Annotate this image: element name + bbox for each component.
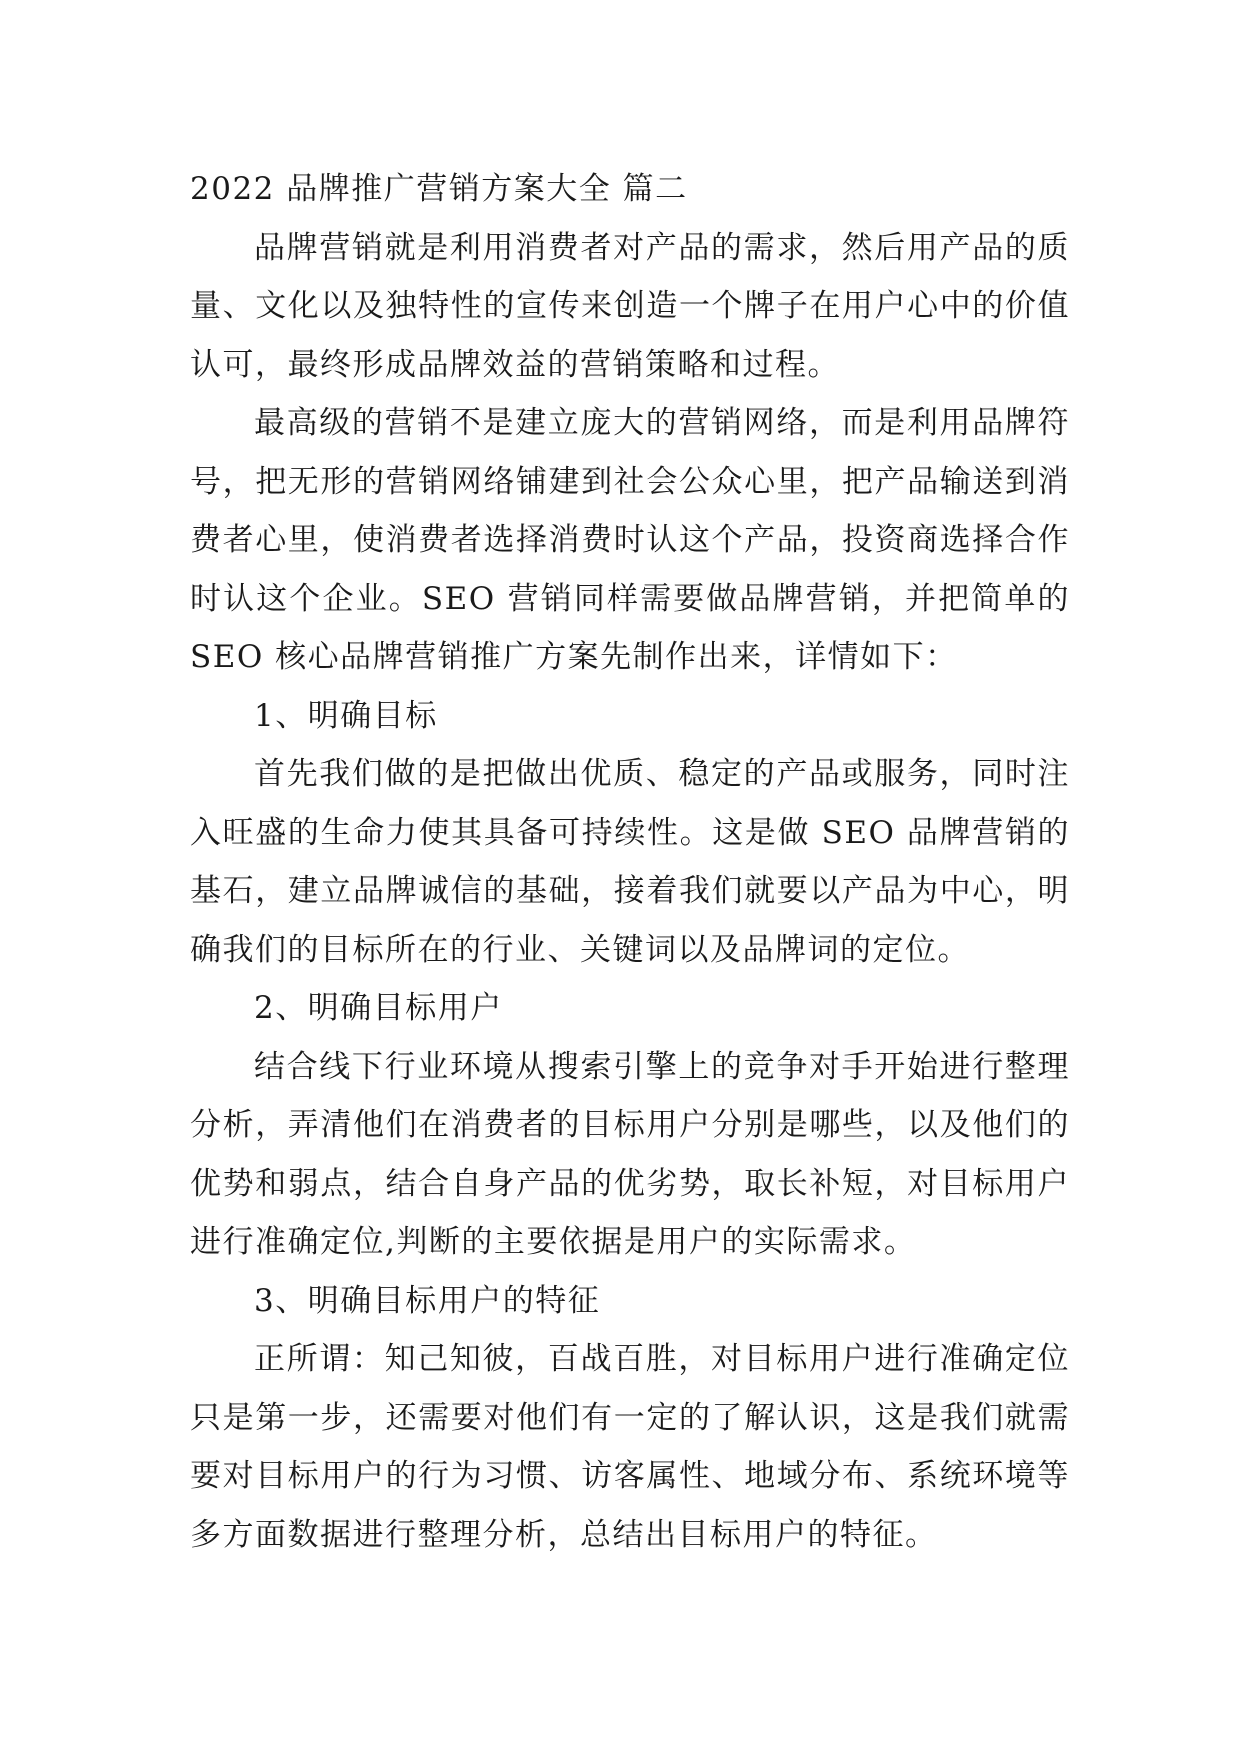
section-heading-user-features: 3、明确目标用户的特征 [254, 1282, 601, 1319]
paragraph-clear-goal: 首先我们做的是把做出优质、稳定的产品或服务，同时注入旺盛的生命力使其具备可持续性。这是做 SEO 品牌营销的基石，建立品牌诚信的基础，接着我们就要以产品为中心，明确我们的目标所在的行业、关键词以及品牌词的定位。 [190, 756, 1070, 968]
document-title: 2022 品牌推广营销方案大全 篇二 [190, 171, 688, 207]
section-heading-clear-goal: 1、明确目标 [254, 697, 438, 734]
paragraph-brand-symbol-network: 最高级的营销不是建立庞大的营销网络，而是利用品牌符号，把无形的营销网络铺建到社会公众心里，把产品输送到消费者心里，使消费者选择消费时认这个产品，投资商选择合作时认这个企业。SEO 营销同样需要做品牌营销，并把简单的 SEO 核心品牌营销推广方案先制作出来，详情如下： [190, 405, 1070, 675]
section-heading-target-users: 2、明确目标用户 [254, 990, 503, 1026]
paragraph-target-users: 结合线下行业环境从搜索引擎上的竞争对手开始进行整理分析，弄清他们在消费者的目标用户分别是哪些，以及他们的优势和弱点，结合自身产品的优劣势，取长补短，对目标用户进行准确定位,判断的主要依据是用户的实际需求。 [190, 1048, 1070, 1260]
document-body [190, 160, 1070, 1564]
paragraph-brand-marketing-definition: 品牌营销就是利用消费者对产品的需求，然后用产品的质量、文化以及独特性的宣传来创造一个牌子在用户心中的价值认可，最终形成品牌效益的营销策略和过程。 [190, 229, 1070, 383]
paragraph-user-features: 正所谓：知己知彼，百战百胜，对目标用户进行准确定位只是第一步，还需要对他们有一定的了解认识，这是我们就需要对目标用户的行为习惯、访客属性、地域分布、系统环境等多方面数据进行整理分析，总结出目标用户的特征。 [190, 1341, 1070, 1553]
